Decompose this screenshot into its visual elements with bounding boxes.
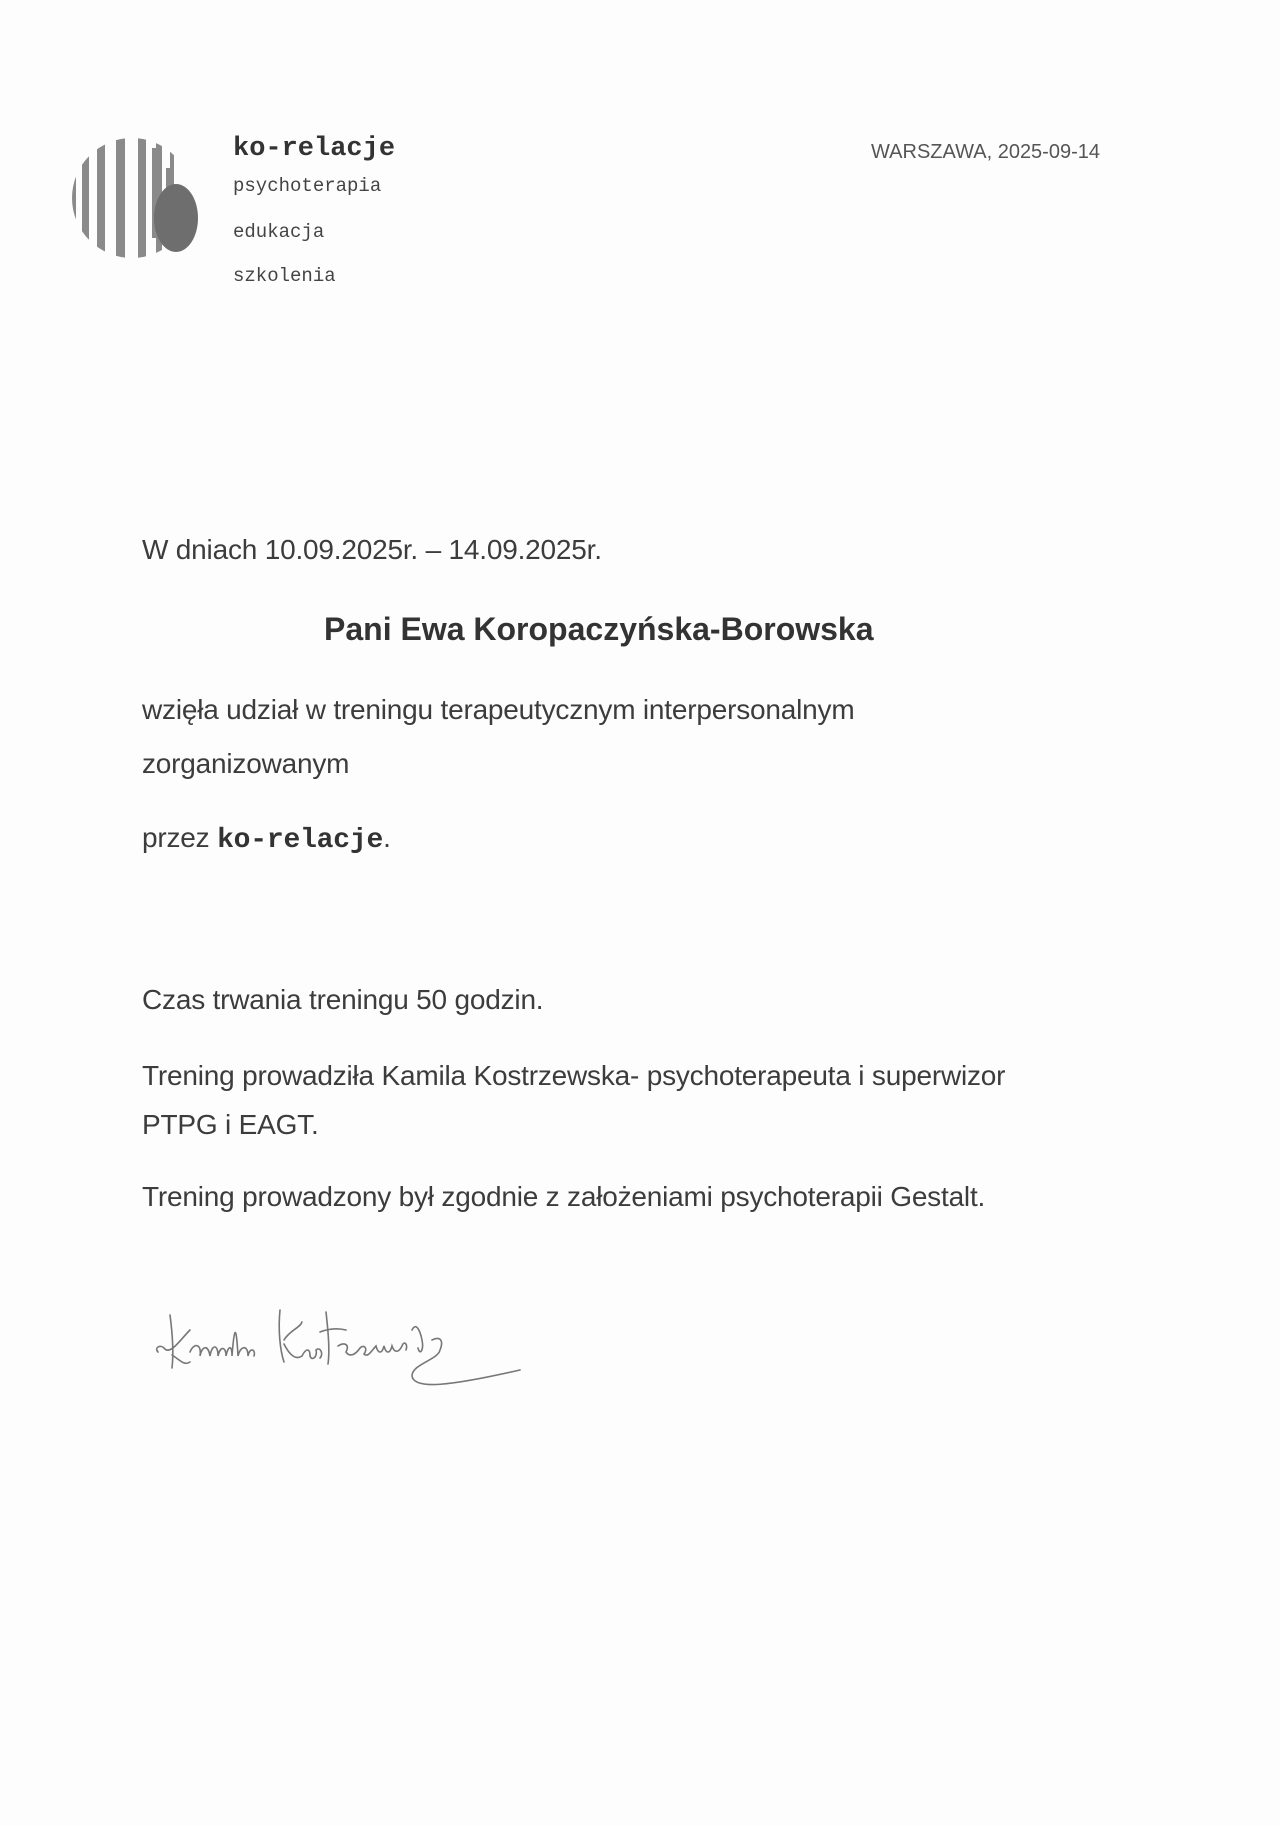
organizer-prefix: przez [142, 822, 218, 853]
recipient-name: Pani Ewa Koropaczyńska-Borowska [324, 611, 874, 647]
organizer-name: ko-relacje [217, 825, 384, 856]
duration-line: Czas trwania treningu 50 godzin. [142, 984, 544, 1015]
organizer-suffix: . [383, 822, 391, 853]
place-date: WARSZAWA, 2025-09-14 [871, 141, 1100, 163]
method-line: Trening prowadzony był zgodnie z założeniami psychoterapii Gestalt. [142, 1181, 986, 1212]
organizer-line [142, 822, 391, 856]
tagline-psychoterapia: psychoterapia [233, 175, 382, 197]
handwritten-signature [150, 1300, 550, 1400]
dates-line: W dniach 10.09.2025r. – 14.09.2025r. [142, 534, 602, 565]
tagline-szkolenia: szkolenia [233, 265, 336, 287]
participation-line-2: zorganizowanym [142, 748, 350, 779]
participation-line-1: wzięła udział w treningu terapeutycznym interpersonalnym [142, 694, 855, 725]
trainer-line-1: Trening prowadziła Kamila Kostrzewska- psychoterapeuta i superwizor [142, 1060, 1006, 1091]
trainer-line-2: PTPG i EAGT. [142, 1109, 319, 1140]
brand-name: ko-relacje [233, 134, 396, 164]
ko-relacje-logo [70, 138, 206, 260]
tagline-edukacja: edukacja [233, 221, 325, 243]
